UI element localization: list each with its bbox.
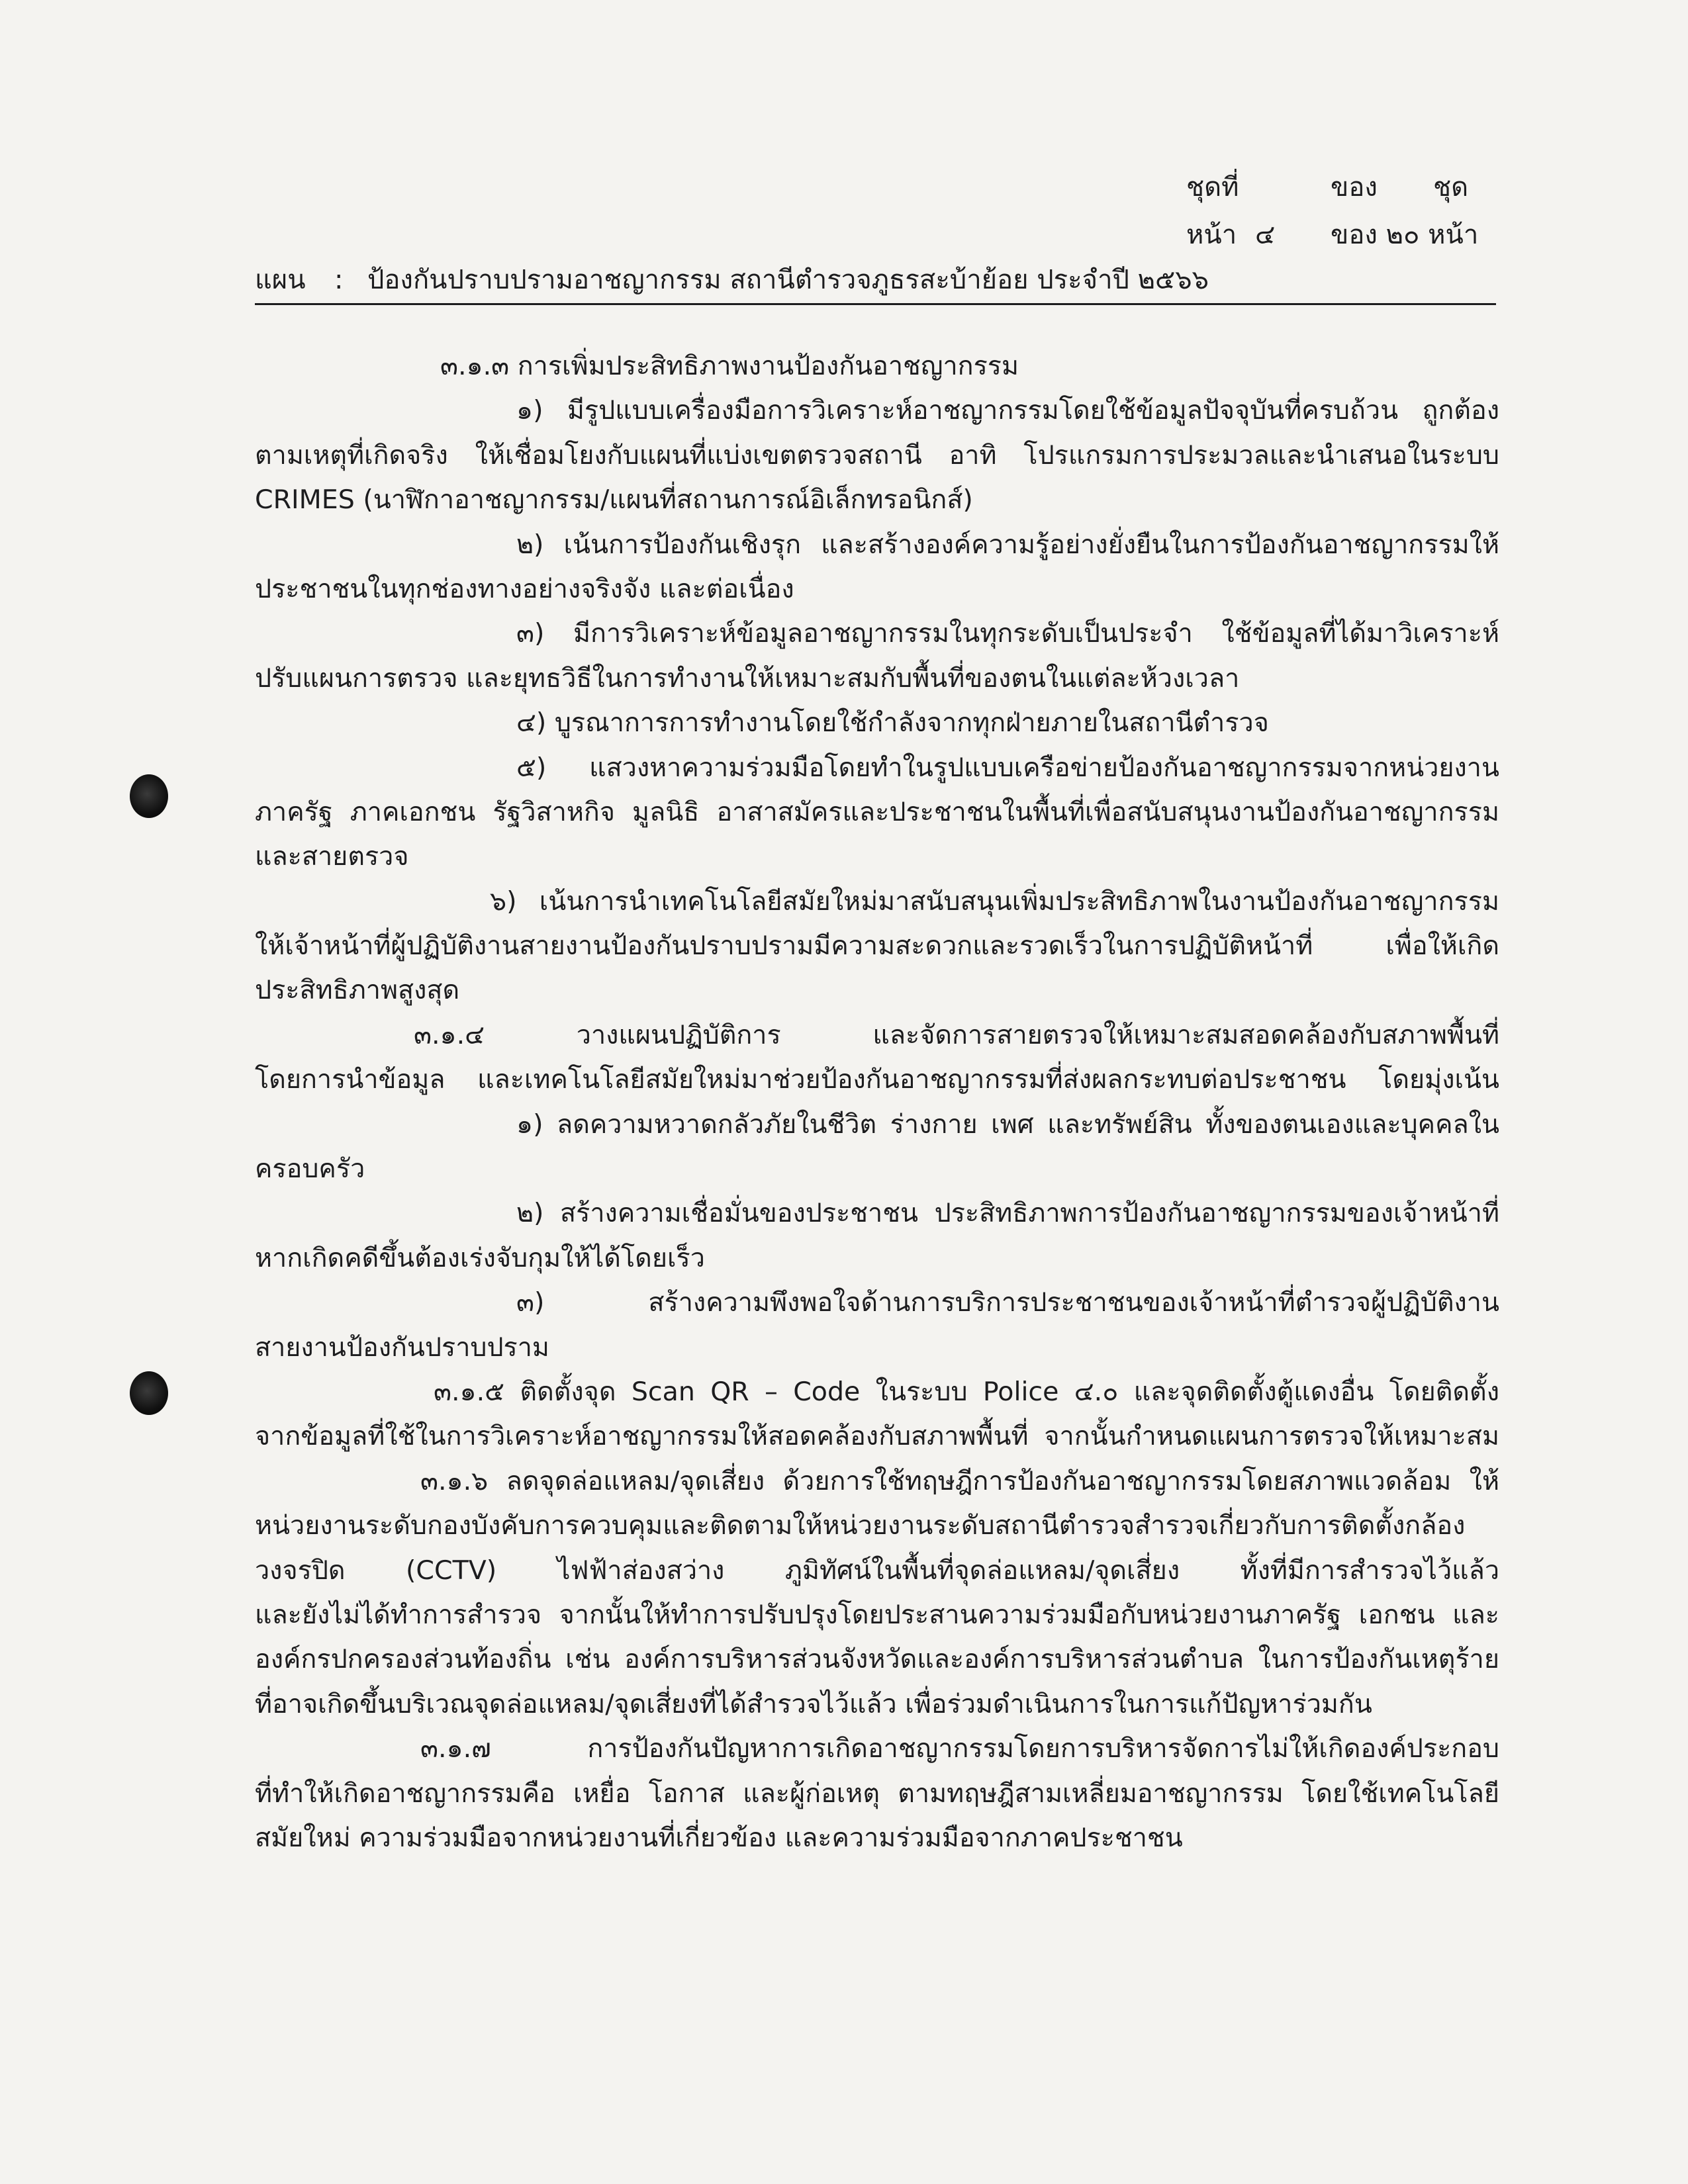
page-number: ๔ (1255, 220, 1276, 250)
punch-hole-bottom (130, 1371, 168, 1415)
punch-hole-top (130, 774, 168, 818)
section-heading: ๓.๑.๔ วางแผนปฏิบัติการ และจัดการสายตรวจให้เหมาะสมสอดคล้องกับสภาพพื้นที่ (414, 1019, 1499, 1050)
paragraph-line: ๖) เน้นการนำเทคโนโลยีสมัยใหม่มาสนับสนุนเพิ่มประสิทธิภาพในงานป้องกันอาชญากรรม (490, 886, 1499, 917)
paragraph-line: สายงานป้องกันปราบปราม (255, 1332, 549, 1363)
paragraph-line: ๓) มีการวิเคราะห์ข้อมูลอาชญากรรมในทุกระดับเป็นประจำ ใช้ข้อมูลที่ได้มาวิเคราะห์ (516, 618, 1499, 649)
plan-label: แผน (255, 265, 306, 295)
document-body (255, 344, 1499, 1860)
page-label: หน้า (1186, 220, 1237, 250)
paragraph-line: ประสิทธิภาพสูงสุด (255, 975, 460, 1006)
section-heading: ๓.๑.๓ การเพิ่มประสิทธิภาพงานป้องกันอาชญากรรม (440, 351, 1019, 381)
plan-title: ป้องกันปราบปรามอาชญากรรม สถานีตำรวจภูธรสะบ้าย้อย ประจำปี ๒๕๖๖ (367, 265, 1209, 295)
plan-colon: : (334, 265, 344, 295)
paragraph-line: ประชาชนในทุกช่องทางอย่างจริงจัง และต่อเนื่อง (255, 573, 794, 604)
paragraph-line: วงจรปิด (CCTV) ไฟฟ้าส่องสว่าง ภูมิทัศน์ในพื้นที่จุดล่อแหลม/จุดเสี่ยง ทั้งที่มีการสำรวจไว้แล้ว (255, 1555, 1499, 1586)
paragraph-line: องค์กรปกครองส่วนท้องถิ่น เช่น องค์การบริหารส่วนจังหวัดและองค์การบริหารส่วนตำบล ในการป้องกันเหตุร้าย (255, 1644, 1499, 1675)
set-of-label: ของ (1331, 172, 1378, 203)
paragraph-line: ๒) เน้นการป้องกันเชิงรุก และสร้างองค์ความรู้อย่างยั่งยืนในการป้องกันอาชญากรรมให้ (516, 529, 1499, 560)
paragraph-line: ๕) แสวงหาความร่วมมือโดยทำในรูปแบบเครือข่ายป้องกันอาชญากรรมจากหน่วยงาน (516, 752, 1499, 783)
paragraph-line: ที่อาจเกิดขึ้นบริเวณจุดล่อแหลม/จุดเสี่ยงที่ได้สำรวจไว้แล้ว เพื่อร่วมดำเนินการในการแก้ปัญหาร่วมกัน (255, 1688, 1372, 1719)
paragraph-line: ๑) ลดความหวาดกลัวภัยในชีวิต ร่างกาย เพศ และทรัพย์สิน ทั้งของตนเองและบุคคลใน (516, 1109, 1499, 1140)
plan-header (255, 258, 1209, 300)
set-label: ชุดที่ (1186, 172, 1239, 203)
paragraph-line: หากเกิดคดีขึ้นต้องเร่งจับกุมให้ได้โดยเร็ว (255, 1242, 705, 1273)
set-unit-label: ชุด (1433, 172, 1469, 203)
paragraph-line: ที่ทำให้เกิดอาชญากรรมคือ เหยื่อ โอกาส และผู้ก่อเหตุ ตามทฤษฎีสามเหลี่ยมอาชญากรรม โดยใช้เทคโนโลยี (255, 1778, 1499, 1809)
paragraph-line: ๓) สร้างความพึงพอใจด้านการบริการประชาชนของเจ้าหน้าที่ตำรวจผู้ปฏิบัติงาน (516, 1287, 1499, 1318)
section-heading: ๓.๑.๖ ลดจุดล่อแหลม/จุดเสี่ยง ด้วยการใช้ทฤษฎีการป้องกันอาชญากรรมโดยสภาพแวดล้อม ให้ (420, 1465, 1499, 1496)
paragraph-line: และสายตรวจ (255, 841, 409, 872)
section-heading: ๓.๑.๕ ติดตั้งจุด Scan QR – Code ในระบบ Police ๔.๐ และจุดติดตั้งตู้แดงอื่น โดยติดตั้ง (434, 1376, 1499, 1407)
paragraph-line: ครอบครัว (255, 1154, 365, 1185)
paragraph-line: ให้เจ้าหน้าที่ผู้ปฏิบัติงานสายงานป้องกันปราบปรามมีความสะดวกและรวดเร็วในการปฏิบัติหน้าที่ เพื่อให้เกิด (255, 931, 1499, 962)
paragraph-line: ปรับแผนการตรวจ และยุทธวิธีในการทำงานให้เหมาะสมกับพื้นที่ของตนในแต่ละห้วงเวลา (255, 662, 1240, 694)
paragraph-line: สมัยใหม่ ความร่วมมือจากหน่วยงานที่เกี่ยวข้อง และความร่วมมือจากภาคประชาชน (255, 1822, 1183, 1853)
paragraph-line: ตามเหตุที่เกิดจริง ให้เชื่อมโยงกับแผนที่แบ่งเขตตรวจสถานี อาทิ โปรแกรมการประมวลและนำเสนอในระบบ (255, 439, 1499, 471)
paragraph-line: ๔) บูรณาการการทำงานโดยใช้กำลังจากทุกฝ่ายภายในสถานีตำรวจ (516, 707, 1269, 739)
page-total: ของ ๒๐ หน้า (1331, 220, 1479, 250)
paragraph-line: ภาครัฐ ภาคเอกชน รัฐวิสาหกิจ มูลนิธิ อาสาสมัครและประชาชนในพื้นที่เพื่อสนับสนุนงานป้องกันอาชญากรรม (255, 796, 1499, 827)
paragraph-line: โดยการนำข้อมูล และเทคโนโลยีสมัยใหม่มาช่วยป้องกันอาชญากรรมที่ส่งผลกระทบต่อประชาชน โดยมุ่งเน้น (255, 1064, 1499, 1095)
paragraph-line: CRIMES (นาฬิกาอาชญากรรม/แผนที่สถานการณ์อิเล็กทรอนิกส์) (255, 484, 973, 516)
header-divider (255, 303, 1496, 305)
paragraph-line: และยังไม่ได้ทำการสำรวจ จากนั้นให้ทำการปรับปรุงโดยประสานความร่วมมือกับหน่วยงานภาครัฐ เอกชน และ (255, 1599, 1499, 1630)
paragraph-line: หน่วยงานระดับกองบังคับการควบคุมและติดตามให้หน่วยงานระดับสถานีตำรวจสำรวจเกี่ยวกับการติดตั้งกล้อง (255, 1510, 1466, 1541)
paragraph-line: ๑) มีรูปแบบเครื่องมือการวิเคราะห์อาชญากรรมโดยใช้ข้อมูลปัจจุบันที่ครบถ้วน ถูกต้อง (516, 395, 1499, 426)
paragraph-line: ๒) สร้างความเชื่อมั่นของประชาชน ประสิทธิภาพการป้องกันอาชญากรรมของเจ้าหน้าที่ (516, 1198, 1499, 1229)
section-heading: ๓.๑.๗ การป้องกันปัญหาการเกิดอาชญากรรมโดยการบริหารจัดการไม่ให้เกิดองค์ประกอบ (420, 1733, 1499, 1764)
paragraph-line: จากข้อมูลที่ใช้ในการวิเคราะห์อาชญากรรมให้สอดคล้องกับสภาพพื้นที่ จากนั้นกำหนดแผนการตรวจให้เหมาะสม (255, 1421, 1499, 1452)
